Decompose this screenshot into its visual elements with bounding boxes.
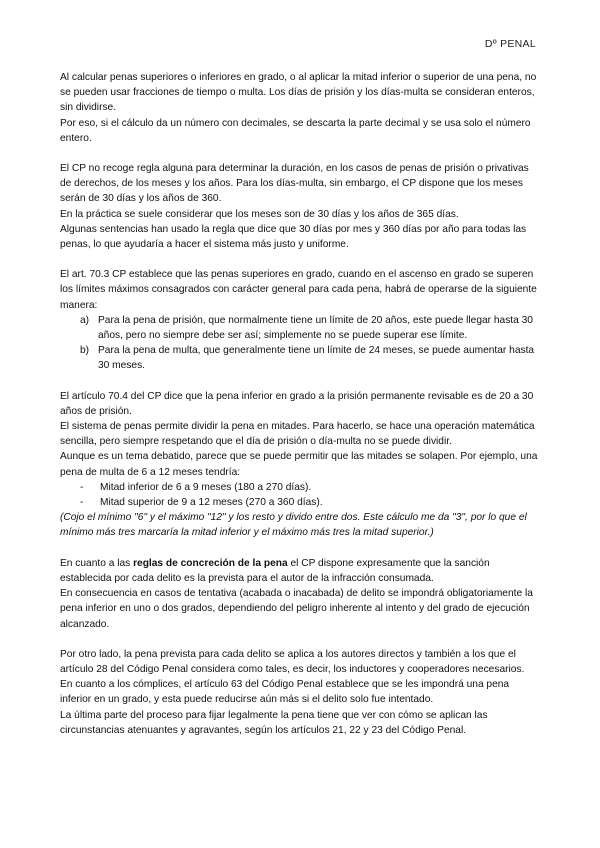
list-marker: a) bbox=[80, 314, 90, 326]
list-item bbox=[60, 495, 538, 510]
list-item-text: Para la pena de multa, que generalmente tiene un límite de 24 meses, se puede aumentar hasta 30 meses. bbox=[98, 345, 535, 372]
list-item-text: Mitad superior de 9 a 12 meses (270 a 360 días). bbox=[100, 497, 323, 509]
paragraph-tentativa: En consecuencia en casos de tentativa (acabada o inacabada) de delito se impondrá obligatoriamente la pena inferior en uno o dos grados, dependiendo del peligro inherente al intento y del grado de ejecución alcanzado. bbox=[60, 588, 533, 630]
bold-term: reglas de concreción de la pena bbox=[133, 557, 288, 569]
page-header: Dº PENAL bbox=[484, 38, 536, 50]
paragraph-sentences: Algunas sentencias han usado la regla que dice que 30 días por mes y 360 días por año para todas las penas, lo que ayudaría a hacer el sistema más justo y uniforme. bbox=[60, 223, 527, 251]
paragraph-art-70-4: El artículo 70.4 del CP dice que la pena inferior en grado a la prisión permanente revisable es de 20 a 30 años de prisión. bbox=[60, 390, 534, 417]
list-marker: - bbox=[80, 497, 84, 509]
list-marker: - bbox=[80, 481, 84, 493]
paragraph-art-70-3: El art. 70.3 CP establece que las penas superiores en grado, cuando en el ascenso en grado se superen los límites máximos consagrados con carácter general para cada pena, habrá de operarse de la siguiente manera: bbox=[60, 269, 537, 311]
list-item bbox=[60, 343, 538, 373]
paragraph-concrecion bbox=[60, 556, 538, 586]
list-alpha bbox=[60, 313, 538, 374]
paragraph-fractions: Al calcular penas superiores o inferiores en grado, o al aplicar la mitad inferior o superior de una pena, no se pueden usar fracciones de tiempo o multa. Los días de prisión y los días-multa se consideran enteros, sin dividirse. bbox=[60, 72, 537, 114]
paragraph-autores: Por otro lado, la pena prevista para cada delito se aplica a los autores directos y también a los que el artículo 28 del Código Penal considera como tales, es decir, los inductores y cooperadores necesarios. En cuanto a los cómplices, el artículo 63 del Código Penal establece que se les impondrá una pena inferior en un grado, y esta puede reducirse aún más si el delito solo fue intentado. bbox=[60, 648, 525, 706]
list-marker: b) bbox=[80, 345, 90, 357]
paragraph-decimals: Por eso, si el cálculo da un número con decimales, se descarta la parte decimal y se usa solo el número entero. bbox=[60, 117, 531, 144]
list-dash bbox=[60, 480, 538, 510]
paragraph-practice: En la práctica se suele considerar que los meses son de 30 días y los años de 365 días. bbox=[60, 208, 459, 220]
list-item bbox=[60, 313, 538, 343]
paragraph-halves: El sistema de penas permite dividir la pena en mitades. Para hacerlo, se hace una operación matemática sencilla, pero siempre respetando que el día de prisión o día-multa no se puede dividir. bbox=[60, 421, 535, 448]
paragraph-circunstancias: La última parte del proceso para fijar legalmente la pena tiene que ver con cómo se aplican las circunstancias atenuantes y agravantes, según los artículos 21, 22 y 23 del Código Penal. bbox=[60, 709, 488, 736]
list-item-text: Para la pena de prisión, que normalmente tiene un límite de 20 años, este puede llegar hasta 30 años, pero no siempre debe ser así; simplemente no se puede superar ese límite. bbox=[98, 314, 533, 342]
list-item-text: Mitad inferior de 6 a 9 meses (180 a 270 días). bbox=[100, 481, 312, 493]
paragraph-overlap: Aunque es un tema debatido, parece que se puede permitir que las mitades se solapen. Por ejemplo, una pena de multa de 6 a 12 meses tendría: bbox=[60, 451, 538, 478]
paragraph-duration: El CP no recoge regla alguna para determinar la duración, en los casos de penas de prisión o privativas de derechos, de los meses y los años. Para los días-multa, sin embargo, el CP dispone que los meses serán de 30 días y los años de 360. bbox=[60, 163, 529, 205]
text-segment: En cuanto a las bbox=[60, 557, 134, 569]
text-segment: el CP dispone expresamente que la sanción establecida por cada delito es la prevista para el autor de la infracción consumada. bbox=[60, 557, 490, 584]
list-item bbox=[60, 480, 538, 495]
document-body bbox=[60, 70, 538, 738]
paragraph-calculation-note: (Cojo el mínimo "6" y el máximo "12" y los resto y divido entre dos. Este cálculo me da "3", por lo que el mínimo más tres marcaría la mitad inferior y el máximo más tres la mitad superior.) bbox=[60, 512, 527, 539]
